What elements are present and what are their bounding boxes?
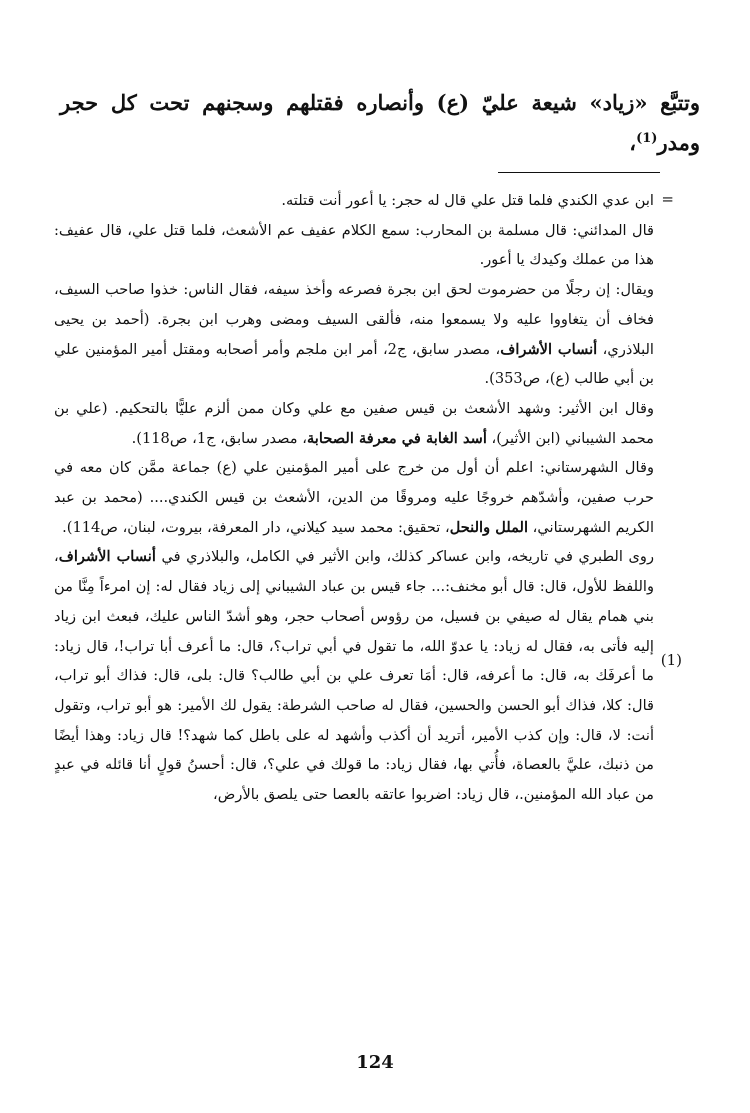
footnote-text-run: ، مصدر سابق، ج2، أمر ابن ملجم وأمر أصحابه ومقتل أمير المؤمنين علي بن أبي طالب (ع)، ص353). xyxy=(54,340,654,388)
footnote-text-run: ، تحقيق: محمد سيد كيلاني، دار المعرفة، بيروت، لبنان، ص114). xyxy=(62,518,450,536)
footnote-paragraph xyxy=(54,275,654,394)
cited-title: الملل والنحل xyxy=(449,518,529,536)
footnote-1-text xyxy=(54,542,654,809)
main-text xyxy=(60,83,700,163)
continuation-marker: = xyxy=(661,190,674,208)
footnote-paragraph xyxy=(54,186,654,216)
cited-title: أسد الغابة في معرفة الصحابة xyxy=(306,429,487,447)
footnotes xyxy=(54,186,654,810)
footnote-paragraph xyxy=(54,453,654,542)
footnote-text-run: وقال الشهرستاني: اعلم أن أول من خرج على أمير المؤمنين علي (ع) جماعة ممَّن كان معه في حرب صفين، وأشدّهم خروجًا عليه ومروقًا من الدين، الأشعث بن قيس الكندي.... (محمد بن عبد الكريم الشهرستاني، xyxy=(54,459,654,536)
main-text-trailing: ، xyxy=(629,130,637,155)
footnote-1-marker: (1) xyxy=(660,651,682,669)
footnote-text-run: ابن عدي الكندي فلما قتل علي قال له حجر: يا أعور أنت قتلته. xyxy=(281,192,654,209)
footnote-text-run: وقال ابن الأثير: وشهد الأشعث بن قيس صفين مع علي وكان ممن ألزم عليًّا بالتحكيم. (علي بن محمد الشيباني (ابن الأثير)، xyxy=(54,399,654,447)
footnote-separator xyxy=(498,172,660,173)
footnote-text-run: قال المدائني: قال مسلمة بن المحارب: سمع الكلام عفيف عم الأشعث، فلما قتل علي، قال عفيف: هذا من عملك وكيدك يا أعور. xyxy=(54,221,654,269)
cited-title: أنساب الأشراف xyxy=(500,340,598,358)
footnote-text-run: ، واللفظ للأول، قال: قال أبو مخنف:... جاء قيس بن عباد الشيباني إلى زياد فقال له: إن امرءاً مِنَّا من بني همام يقال له صيفي بن فسيل، من رؤوس أصحاب حجر، وهو أشدّ الناس عليك، فبعث ابن زياد إليه فأتى به، فقال له زياد: يا عدوّ الله، ما تقول في أبي تراب؟، قال: ما أعرف أبا تراب!، قال زياد: ما أعرفَك به، قال: ما أعرفه، قال: أمَا تعرف علي بن أبي طالب؟ قال: بلى، قال: فذاك أبو تراب، قال: كلا، فذاك أبو الحسن والحسين، فقال له صاحب الشرطة: يقول لك الأمير: هو أبو تراب، وتقول أنت: لا، قال: وإن كذب الأمير، أتريد أن أكذب وأشهد له على باطل كما شهد؟! قال زياد: وهذا أيضًا من ذنبك، عليَّ بالعصاة، فأُتي بها، فقال زياد: ما قولك في علي؟، قال: أحسنُ قولٍ أنا قائله في عبدٍ من عباد الله المؤمنين.، قال زياد: اضربوا عاتقه بالعصا حتى يلصق بالأرض، xyxy=(54,548,654,804)
footnote-paragraph xyxy=(54,394,654,453)
footnote-text-run: ويقال: إن رجلًا من حضرموت لحق ابن بجرة فصرعه وأخذ سيفه، فقال الناس: خذوا صاحب السيف، فخاف أن يتغاووا عليه ولا يسمعوا منه، فألقى السيف ومضى وهرب ابن بجرة. (أحمد بن يحيى البلاذري، xyxy=(54,281,654,358)
footnote-text-run: روى الطبري في تاريخه، وابن عساكر كذلك، وابن الأثير في الكامل، والبلاذري في xyxy=(155,548,654,566)
page-number: 124 xyxy=(356,1052,394,1073)
main-text-body: وتتبَّع «زياد» شيعة عليّ (ع) وأنصاره فقتلهم وسجنهم تحت كل حجر ومدر xyxy=(60,90,700,155)
footnote-reference[interactable]: (1) xyxy=(636,131,658,146)
footnote-paragraph xyxy=(54,216,654,275)
footnote-text-run: ، مصدر سابق، ج1، ص118). xyxy=(131,429,307,447)
cited-title: أنساب الأشراف xyxy=(58,548,156,566)
